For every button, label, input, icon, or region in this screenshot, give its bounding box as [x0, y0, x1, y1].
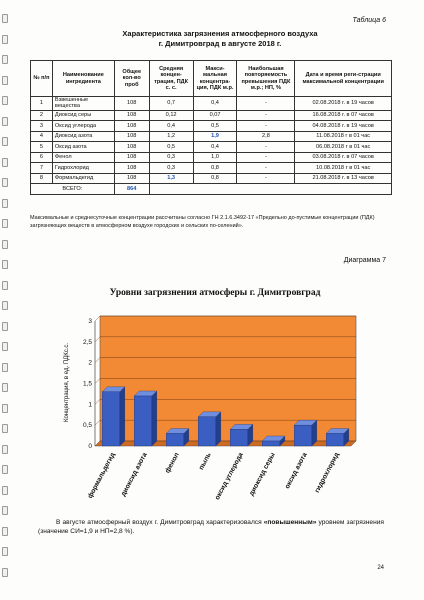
gridline-side: [95, 420, 100, 425]
table-row: [31, 121, 392, 132]
cell-avg: 0,5: [149, 142, 193, 153]
binding-hole: [2, 14, 8, 23]
diagram-label: Диаграмма 7: [343, 257, 386, 264]
cell-date: 11.08.2018 г в 01 час: [295, 131, 392, 142]
binding-hole: [2, 55, 8, 64]
binding-hole: [2, 35, 8, 44]
cell-max: 0,8: [193, 173, 237, 184]
binding-hole: [2, 178, 8, 187]
chart-title: Уровни загрязнения атмосферы г. Димитровград: [109, 288, 321, 298]
table-row: [31, 131, 392, 142]
binding-hole: [2, 137, 8, 146]
bar-chart-svg: [44, 306, 384, 506]
bar-side: [120, 387, 125, 446]
x-tick-label: формальдегид: [86, 451, 117, 500]
header-date: Дата и время реги-страции максимальной концентрации: [295, 61, 392, 97]
cell-num: 6: [31, 152, 53, 163]
binding-hole: [2, 445, 8, 454]
cell-date: 02.08.2018 г. в 19 часов: [295, 97, 392, 111]
cell-name: Формальдегид: [52, 173, 114, 184]
summary-text-end: уровнем загрязнения (значение СИ=1,9 и НП=2,8 %).: [38, 519, 384, 535]
table-row: [31, 152, 392, 163]
bar: [102, 392, 120, 446]
binding-hole: [2, 383, 8, 392]
table-row: [31, 163, 392, 174]
cell-np: 2,8: [237, 131, 295, 142]
header-max: Макси-мальная концентра-ция, ПДК м.р.: [193, 61, 237, 97]
cell-np: -: [237, 173, 295, 184]
table-title-line2: г. Димитровград в августе 2018 г.: [158, 39, 282, 48]
bar: [262, 441, 280, 446]
cell-date: 06.08.2018 г в 01 час: [295, 142, 392, 153]
x-tick-label: гидрохлорид: [313, 451, 341, 495]
bar: [230, 429, 248, 446]
binding-hole: [2, 527, 8, 536]
cell-date: 04.08.2018 г. в 19 часов: [295, 121, 392, 132]
cell-count: 108: [114, 163, 149, 174]
x-tick-label: пыль: [197, 451, 213, 472]
cell-count: 108: [114, 97, 149, 111]
gridline-side: [95, 337, 100, 342]
x-tick-label: оксид углерода: [213, 451, 245, 502]
binding-hole: [2, 506, 8, 515]
gridline-side: [95, 379, 100, 384]
table-header-row: [31, 61, 392, 97]
bar-side: [216, 412, 221, 446]
y-tick-label: 2,5: [82, 338, 92, 346]
cell-np: -: [237, 152, 295, 163]
binding-hole: [2, 322, 8, 331]
binding-hole: [2, 404, 8, 413]
binding-hole: [2, 76, 8, 85]
cell-date: 16.08.2018 г. в 07 часов: [295, 110, 392, 121]
gridline-side: [95, 358, 100, 363]
page-number: 24: [377, 565, 384, 571]
cell-num: 4: [31, 131, 53, 142]
bar: [326, 434, 344, 447]
cell-avg: 0,7: [149, 97, 193, 111]
cell-np: -: [237, 97, 295, 111]
binding-hole: [2, 363, 8, 372]
summary-text-bold: «повышенным»: [263, 519, 317, 526]
y-axis-label: Концентрация, в ед. ПДКс.с.: [64, 342, 70, 423]
pollution-table: [30, 60, 392, 195]
cell-num: 8: [31, 173, 53, 184]
cell-np: -: [237, 142, 295, 153]
cell-count: 108: [114, 142, 149, 153]
header-np: Наибольшая повторяемость превышения ПДК м.р.; НП, %: [237, 61, 295, 97]
gridline-side: [95, 399, 100, 404]
total-empty: [149, 184, 391, 195]
binding-hole: [2, 117, 8, 126]
header-avg: Средняя концен-трация, ПДК с. с.: [149, 61, 193, 97]
header-count: Общее кол-во проб: [114, 61, 149, 97]
table-title-line1: Характеристика загрязнения атмосферного воздуха: [122, 29, 318, 38]
footnote: Максимальные и среднесуточные концентрации рассчитаны согласно ГН 2.1.6.3492-17 «Предельно до-пустимые концентрации (ПДК) загрязняющих веществ в атмосферном воздухе городских и сельских по-селений».: [30, 215, 375, 229]
bar: [294, 425, 312, 446]
cell-name: Оксид азота: [52, 142, 114, 153]
bar-side: [152, 391, 157, 446]
cell-max: 0,5: [193, 121, 237, 132]
header-num: № п/п: [31, 61, 53, 97]
cell-avg: 0,12: [149, 110, 193, 121]
x-tick-label: диоксид серы: [248, 451, 277, 498]
bar-chart: [44, 306, 384, 506]
binding-hole: [2, 301, 8, 310]
binding-hole: [2, 568, 8, 577]
cell-num: 1: [31, 97, 53, 111]
cell-np: -: [237, 121, 295, 132]
cell-count: 108: [114, 110, 149, 121]
cell-avg: 1,2: [149, 131, 193, 142]
header-name: Наименование ингредиента: [52, 61, 114, 97]
binding-hole: [2, 465, 8, 474]
cell-date: 21.08.2018 г. в 13 часов: [295, 173, 392, 184]
cell-name: Взвешенные вещества: [52, 97, 114, 111]
cell-num: 7: [31, 163, 53, 174]
cell-avg: 0,4: [149, 121, 193, 132]
cell-count: 108: [114, 131, 149, 142]
binding-hole: [2, 260, 8, 269]
cell-name: Фенол: [52, 152, 114, 163]
binding-hole: [2, 158, 8, 167]
binding-hole: [2, 281, 8, 290]
cell-np: -: [237, 110, 295, 121]
summary-text-start: В августе атмосферный воздух г. Димитровград характеризовался: [56, 519, 264, 526]
binding-strip: [0, 0, 12, 600]
total-value: 864: [114, 184, 149, 195]
binding-hole: [2, 424, 8, 433]
binding-hole: [2, 240, 8, 249]
cell-count: 108: [114, 173, 149, 184]
x-tick-label: оксид азота: [283, 451, 309, 491]
table-label: Таблица 6: [352, 17, 386, 24]
binding-hole: [2, 547, 8, 556]
cell-name: Диоксид азота: [52, 131, 114, 142]
cell-date: 10.08.2018 г в 01 час: [295, 163, 392, 174]
table-total-row: [31, 184, 392, 195]
cell-date: 03.08.2018 г. в 07 часов: [295, 152, 392, 163]
table-row: [31, 173, 392, 184]
cell-count: 108: [114, 121, 149, 132]
cell-num: 3: [31, 121, 53, 132]
y-tick-label: 3: [88, 318, 92, 325]
cell-name: Оксид углерода: [52, 121, 114, 132]
total-label: ВСЕГО:: [31, 184, 115, 195]
bar: [134, 396, 152, 446]
cell-num: 5: [31, 142, 53, 153]
y-tick-label: 0: [88, 443, 92, 450]
y-tick-label: 1,5: [82, 380, 92, 388]
bar: [166, 434, 184, 447]
y-tick-label: 2: [88, 359, 92, 367]
summary-paragraph: [38, 518, 384, 536]
cell-max: 0,8: [193, 163, 237, 174]
cell-max-highlight: 1,9: [193, 131, 237, 142]
x-tick-label: диоксид азота: [119, 451, 149, 498]
cell-name: Диоксид серы: [52, 110, 114, 121]
cell-avg: 0,3: [149, 163, 193, 174]
binding-hole: [2, 486, 8, 495]
table-row: [31, 97, 392, 111]
cell-np: -: [237, 163, 295, 174]
cell-num: 2: [31, 110, 53, 121]
cell-count: 108: [114, 152, 149, 163]
cell-max: 0,07: [193, 110, 237, 121]
binding-hole: [2, 342, 8, 351]
x-tick-label: фенол: [164, 451, 181, 475]
y-tick-label: 1: [88, 401, 92, 409]
table-row: [31, 110, 392, 121]
bar: [198, 417, 216, 446]
cell-max: 0,4: [193, 142, 237, 153]
cell-max: 0,4: [193, 97, 237, 111]
y-tick-label: 0,5: [82, 422, 92, 430]
table-row: [31, 142, 392, 153]
cell-max: 1,0: [193, 152, 237, 163]
binding-hole: [2, 96, 8, 105]
gridline-side: [95, 316, 100, 321]
binding-hole: [2, 199, 8, 208]
cell-avg: 0,3: [149, 152, 193, 163]
cell-name: Гидрохлорид: [52, 163, 114, 174]
cell-avg-highlight: 1,3: [149, 173, 193, 184]
binding-hole: [2, 219, 8, 228]
